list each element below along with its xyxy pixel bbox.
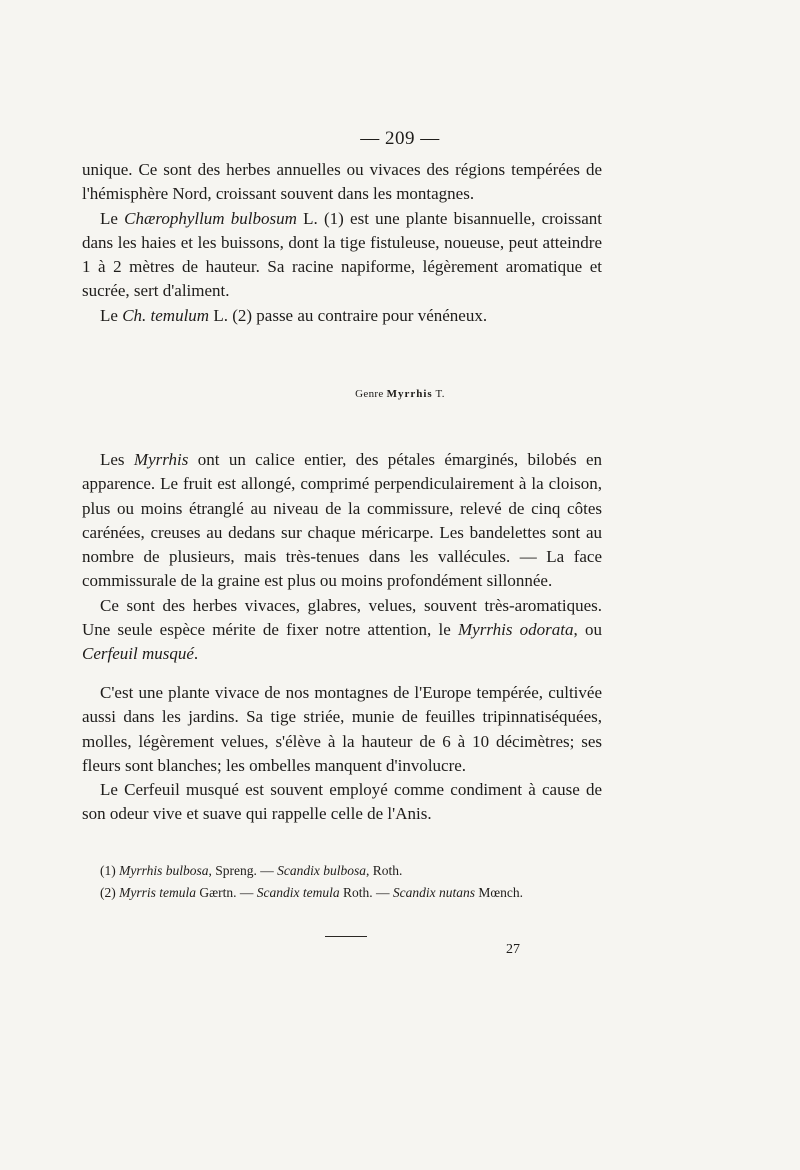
text-block-chaerophyllum bbox=[82, 158, 602, 328]
footnote-number: (2) bbox=[100, 885, 120, 900]
footnote-1 bbox=[100, 860, 620, 882]
footnote-text: Gærtn. — bbox=[196, 885, 257, 900]
paragraph-text: Les bbox=[100, 450, 134, 469]
signature-rule bbox=[325, 936, 367, 937]
text-block-cerfeuil bbox=[82, 681, 602, 827]
paragraph-text: Ce sont des herbes vivaces, glabres, velues, souvent très-aromatiques. Une seule espèce mérite de fixer notre attention, le bbox=[82, 595, 602, 640]
paragraph bbox=[82, 207, 602, 304]
paragraph-text: L. (2) passe au contraire pour vénéneux. bbox=[209, 305, 488, 325]
paragraph bbox=[82, 778, 602, 827]
paragraph bbox=[82, 158, 602, 207]
species-name: Scandix temula bbox=[256, 885, 340, 900]
footnote-number: (1) bbox=[100, 863, 120, 878]
species-name: Chærophyllum bulbosum bbox=[124, 208, 297, 228]
genus-name: Myrrhis bbox=[133, 450, 189, 469]
genre-heading bbox=[0, 388, 800, 400]
paragraph bbox=[82, 448, 602, 594]
species-name: Ch. temulum bbox=[122, 305, 210, 325]
page-number-header: — 209 — bbox=[360, 128, 440, 149]
text-block-myrrhis bbox=[82, 448, 602, 667]
paragraph bbox=[82, 681, 602, 778]
common-name: Cerfeuil musqué bbox=[82, 644, 194, 664]
species-name: Myrrhis bulbosa bbox=[119, 863, 209, 878]
species-name: Scandix bulbosa bbox=[277, 863, 367, 878]
paragraph-text: L. (1) est une plante bisannuelle, croissant dans les haies et les buissons, dont la tige fistuleuse, noueuse, peut atteindre 1 à 2 mètres de hauteur. Sa racine napiforme, légèrement aromatique et sucrée, sert d'aliment. bbox=[82, 208, 603, 301]
paragraph-text: Le bbox=[100, 305, 123, 325]
paragraph-text: C'est une plante vivace de nos montagnes de l'Europe tempérée, cultivée aussi dans les jardins. Sa tige striée, munie de feuilles tripinnatiséquées, molles, légèrement velues, s'élève à la hauteur de 6 à 10 décimètres; ses fleurs sont blanches; les ombelles manquent d'involucre. bbox=[82, 683, 602, 775]
paragraph bbox=[82, 304, 602, 328]
footnote-text: , Spreng. — bbox=[208, 863, 278, 878]
species-name: Scandix nutans bbox=[392, 885, 475, 900]
paragraph-text: Le Cerfeuil musqué est souvent employé comme condiment à cause de son odeur vive et suave qui rappelle celle de l'Anis. bbox=[82, 780, 602, 824]
footnote-text: Roth. — bbox=[339, 885, 393, 900]
footnote-text: Mœnch. bbox=[475, 885, 523, 900]
footnotes bbox=[100, 860, 620, 904]
genre-prefix: Genre bbox=[355, 388, 387, 400]
paragraph-text: unique. Ce sont des herbes annuelles ou vivaces des régions tempérées de l'hémisphère Nord, croissant souvent dans les montagnes. bbox=[82, 160, 602, 204]
genre-name: Myrrhis bbox=[386, 388, 433, 400]
footnote-2 bbox=[100, 882, 620, 904]
paragraph bbox=[82, 594, 602, 667]
footnote-text: , Roth. bbox=[366, 863, 403, 878]
paragraph-text: ont un calice entier, des pétales émarginés, bilobés en apparence. Le fruit est allongé, comprimé perpendiculairement à la cloison, plus ou moins étranglé au niveau de la commissure, relevé de cinq côtes carénées, creuses au dedans sur chaque méricarpe. Les bandelettes sont au nombre de plusieurs, mais très-tenues dans les vallécules. — La face commissurale de la graine est plus ou moins profondément sillonnée. bbox=[82, 450, 603, 591]
paragraph-text: Le bbox=[100, 208, 125, 228]
species-name: Myrrhis odorata bbox=[458, 620, 574, 640]
printer-signature: 27 bbox=[506, 942, 520, 957]
paragraph-text: , ou bbox=[573, 620, 602, 640]
species-name: Myrris temula bbox=[119, 885, 196, 900]
genre-suffix: T. bbox=[432, 388, 445, 400]
paragraph-text: . bbox=[193, 644, 199, 664]
